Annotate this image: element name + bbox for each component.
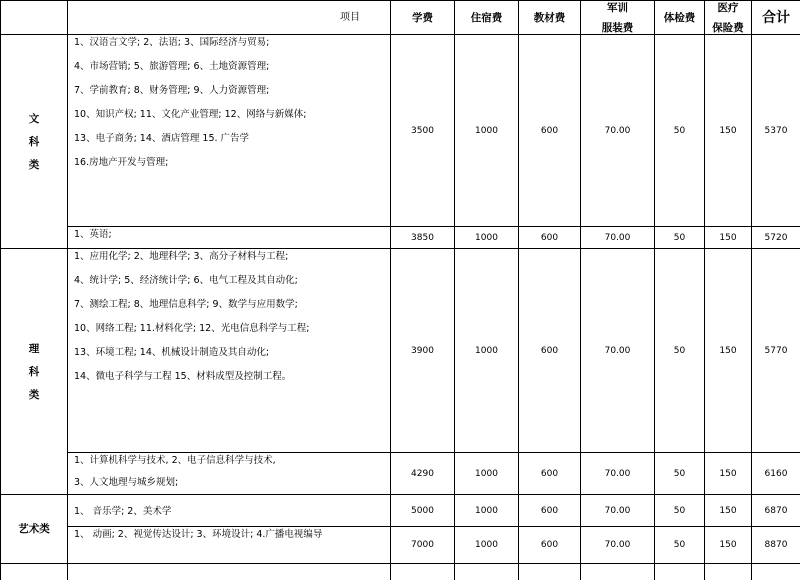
tuition-value: 7000 [391,527,455,564]
majors-cell [68,495,391,527]
dorm-value: 1000 [455,227,519,249]
table-row [1,495,800,527]
major-line: 16.房地产开发与管理; [74,157,169,168]
dorm-value: 1000 [455,35,519,227]
header-medical-line1: 医疗 [717,1,739,14]
major-line: 10、知识产权; 11、文化产业管理; 12、网络与新媒体; [74,109,307,120]
major-line: 1、应用化学; 2、地理科学; 3、高分子材料与工程; [74,251,289,262]
medical-value: 150 [705,35,752,227]
exam-value: 50 [655,495,705,527]
table-row [1,527,800,564]
majors-cell [68,527,391,564]
major-line: 1、汉语言文学; 2、法语; 3、国际经济与贸易; [74,37,270,48]
military-value: 70.00 [581,249,655,453]
tuition-value: 3900 [391,249,455,453]
medical-value: 150 [705,249,752,453]
major-line: 4、统计学; 5、经济统计学; 6、电气工程及其自动化; [74,275,298,286]
table-row-partial [1,564,800,580]
major-line: 13、电子商务; 14、酒店管理 15. 广告学 [74,133,250,144]
header-military-line1: 军训 [607,1,628,14]
medical-value: 150 [705,453,752,495]
header-exam: 体检费 [655,1,705,35]
header-total: 合计 [752,1,800,35]
table-row [1,227,800,249]
exam-value: 50 [655,227,705,249]
textbook-value: 600 [519,35,581,227]
dorm-value: 1000 [455,495,519,527]
exam-value: 50 [655,453,705,495]
major-line: 7、学前教育; 8、财务管理; 9、人力资源管理; [74,85,270,96]
exam-value: 50 [655,35,705,227]
table-row [1,35,800,227]
tuition-value: 3500 [391,35,455,227]
total-value: 5370 [752,35,800,227]
textbook-value: 600 [519,453,581,495]
table-row [1,453,800,495]
dorm-value: 1000 [455,249,519,453]
military-value: 70.00 [581,453,655,495]
textbook-value: 600 [519,249,581,453]
major-line: 14、微电子科学与工程 15、材料成型及控制工程。 [74,371,292,382]
military-value: 70.00 [581,495,655,527]
majors-cell [68,227,391,249]
category-liberal-arts: 文 科 类 [1,35,68,249]
major-line: 1、英语; [74,229,112,240]
header-medical-line2: 保险费 [712,21,744,34]
category-science: 理 科 类 [1,249,68,495]
major-line: 1、 音乐学; 2、美术学 [74,505,172,517]
military-value: 70.00 [581,227,655,249]
majors-cell [68,249,391,453]
total-value: 6870 [752,495,800,527]
dorm-value: 1000 [455,527,519,564]
tuition-value: 3850 [391,227,455,249]
header-category-cell [1,1,68,35]
medical-value: 150 [705,527,752,564]
header-military-uniform [581,1,655,35]
header-tuition: 学费 [391,1,455,35]
tuition-value: 5000 [391,495,455,527]
medical-value: 150 [705,227,752,249]
table-row [1,249,800,453]
majors-cell [68,35,391,227]
header-dorm: 住宿费 [455,1,519,35]
header-textbook: 教材费 [519,1,581,35]
major-line: 10、网络工程; 11.材料化学; 12、光电信息科学与工程; [74,323,310,334]
category-art: 艺术类 [1,495,68,564]
majors-cell [68,453,391,495]
major-line: 7、测绘工程; 8、地理信息科学; 9、数学与应用数学; [74,299,298,310]
header-row [1,1,800,35]
military-value: 70.00 [581,527,655,564]
total-value: 6160 [752,453,800,495]
header-item: 项目 [68,1,391,35]
major-line: 13、环境工程; 14、机械设计制造及其自动化; [74,347,270,358]
military-value: 70.00 [581,35,655,227]
major-line: 3、人文地理与城乡规划; [74,477,179,488]
total-value: 8870 [752,527,800,564]
header-military-line2: 服装费 [601,21,634,34]
dorm-value: 1000 [455,453,519,495]
header-medical [705,1,752,35]
tuition-value: 4290 [391,453,455,495]
medical-value: 150 [705,495,752,527]
textbook-value: 600 [519,227,581,249]
exam-value: 50 [655,527,705,564]
major-line: 4、市场营销; 5、旅游管理; 6、土地资源管理; [74,61,270,72]
exam-value: 50 [655,249,705,453]
major-line: 1、 动画; 2、视觉传达设计; 3、环境设计; 4.广播电视编导 [74,529,323,540]
major-line: 1、计算机科学与技术, 2、电子信息科学与技术, [74,455,276,466]
textbook-value: 600 [519,527,581,564]
textbook-value: 600 [519,495,581,527]
total-value: 5770 [752,249,800,453]
total-value: 5720 [752,227,800,249]
